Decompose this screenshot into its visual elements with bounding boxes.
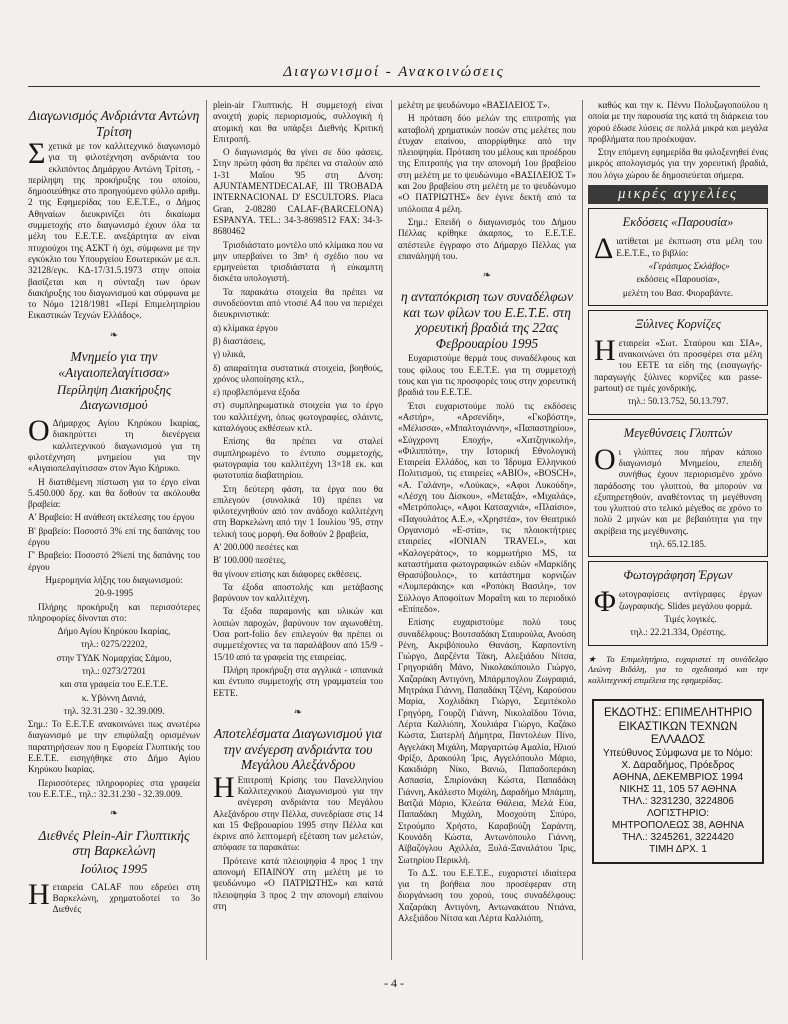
paragraph: Στην επόμενη εφημερίδα θα φιλοξενηθεί ένας μικρός απολογισμός για την χορευτική βραδιά, που λόγω χώρου δε δημοσιεύεται σήμερα. — [588, 147, 768, 180]
imprint-box — [592, 699, 764, 864]
list-item: ε) προβλεπόμενα έξοδα — [213, 387, 300, 398]
article-subtitle-aigaio: Περίληψη Διακήρυξης Διαγωνισμού — [56, 382, 172, 413]
paragraph: Τα έξοδα παραμονής και υλικών και λοιπών παροχών, βαρύνουν τον αγωνοθέτη. Όσα port-folio δεν επιλεγούν θα πρέπει οι συμμετέχοντες να τα παραλάβουν από 15/9 - 15/10 από τα γραφεία της εταιρείας. — [213, 606, 383, 662]
paragraph: Πλήρης προκήρυξη και περισσότερες πληροφορίες δίνονται στο: — [28, 601, 200, 623]
contact-line: τηλ.: 0273/27201 — [82, 665, 146, 676]
header-rule — [28, 86, 760, 87]
paragraph: Έτσι ευχαριστούμε πολύ τις εκδόσεις «Αστήρ», «Αρσενίδη», «Γκοβόστη», «Μέλισσα», «Μπαλτογιάννη», «Παπαστηρίου», «Σύγχρονη Εποχή», «Χατζηνικολή», «Φιλιππότη», την Ιστορική Εθνολογική Εταιρεία Ελλάδος, και το Ίδρυμα Ελληνικού Πολιτισμού, τις εταιρείες «ΑΒΙΟ», «ΒΟSCH», «Α. Γαλάνη», «Λούκας», «Αφοι Λυκούδη», «Λέσχη του Δίσκου», «Μεταξά», «Μιχαλάς», «Μετρόπολις», «Αφοι Κατσαχνιά», «Πλαίσιο», «Παγουλάτος Α.Ε.», «Χρηστέα», τον Θεατρικό Οργανισμό «Ε-στία», τις πλοιοκτήτριες εταιρείες «ΙΟΝΙΑΝ TRAVEL», και «Καλογεράτος», το κομμωτήριο MS, τα καταστήματα φωτογραφικών ειδών «Μαρκίδης Θρασύβουλος», το κατάστημα κορνιζών «Λυμπεράκης» και «Ροπόκη Βασιλη», τον Σύλλογο Αποφοίτων Μοραΐτη και το περιοδικό «Επίπεδο». — [398, 400, 576, 614]
classified-ad — [588, 208, 768, 305]
classified-ad — [588, 561, 768, 645]
column-3 — [398, 100, 576, 960]
article-text: Επιτροπή Κρίσης του Πανελληνίου Καλλιτεχνικού Διαγωνισμού για την ανέγερση ανδριάντα του Μεγάλου Αλεξάνδρου στην Πέλλα, συνεδρίασε στις 14 και 15 Φεβρουαρίου 1995 στην Πέλλα και έκρινε από λεπτομερή εξέταση των μελετών, απόφασε τα παρακάτω: — [213, 774, 383, 853]
article-body-tritsis — [28, 137, 200, 322]
page-number: - 4 - — [384, 976, 404, 990]
ad-text: ωτογραφίσεις αντίγραφες έργων ζωγραφικής. Slides μεγάλου φορμά. — [618, 589, 762, 611]
ad-phone: τηλ.: 22.21.334, Ορέστης. — [630, 627, 726, 638]
ad-body — [594, 442, 762, 537]
running-title: Διαγωνισμοί - Ανακοινώσεις — [283, 64, 505, 80]
ad-phone: τηλ.: 50.13.752, 50.13.797. — [627, 396, 729, 407]
paragraph: Α' Βραβείο: Η ανάθεση εκτέλεσης του έργου — [28, 512, 195, 523]
article-body-barcelona — [28, 877, 200, 916]
contact-line: Δήμο Αγίου Κηρύκου Ικαρίας, — [57, 626, 171, 637]
paragraph: Σημ.: Το Ε.Ε.Τ.Ε ανακοινώνει πως ανωτέρω διαγωνισμό με την επιφύλαξη ορισμένων παρατηρήσεων που η Εφορεία Γλυπτικής του Ε.Ε.Τ.Ε. εισηγήθηκε στο Δήμο Αγίου Κηρύκου Ικαρίας. — [28, 719, 200, 775]
paragraph: Πρότεινε κατά πλειοψηφία 4 προς 1 την απονομή ΕΠΑΙΝΟΥ στη μελέτη με το ψευδώνυμο «Ο ΠΑΤΡΙΩΤΗΣ» και κατά πλειοψηφία 3 προς 2 την απονομή επαίνου στη — [213, 855, 383, 911]
classified-ad — [588, 310, 768, 415]
list-item: στ) συμπληρωματικά στοιχεία για το έργο του καλλιτέχνη, όπως φωτογραφίες, σλάιντς, καταλόγους εκθέσεων κτλ. — [213, 400, 383, 434]
imprint-line: ΤΙΜΗ ΔΡΧ. 1 — [649, 843, 707, 855]
drop-cap: Ο — [594, 442, 616, 476]
drop-cap: Φ — [594, 585, 616, 619]
paragraph: Πλήρη προκήρυξη στα αγγλικά - ισπανικά και έντυπο συμμετοχής στη γραμματεία του ΕΕΤΕ. — [213, 664, 383, 698]
paragraph: Η πρόταση δύο μελών της επιτροπής για καταβολή χρηματικών ποσών στις μελέτες που έτυχαν επαίνου, απορρίφθηκε από την πλειοψηφία. Πρόταση του μέλους και προέδρου της Επιτροπής για την απονομή 1ου βραβείου στη μελέτη με το ψευδώνυμο «ΒΑΣΙΛΕΙΟΣ Τ» και 2ου βραβείου στη μελέτη με το ψευδώνυμο «Ο ΠΑΤΡΙΩΤΗΣ» δεν έγινε δεκτή από τα υπόλοιπα 4 μέλη. — [398, 113, 576, 214]
paragraph: Περισσότερες πληροφορίες στα γραφεία του Ε.Ε.Τ.Ε., τηλ.: 32.31.230 - 32.39.009. — [28, 777, 200, 799]
imprint-line: ΜΗΤΡΟΠΟΛΕΩΣ 38, ΑΘΗΝΑ — [611, 819, 745, 831]
list-item: δ) απαραίτητα συστατικά στοιχεία, βοηθούς, χρόνος υλοποίησης κτλ., — [213, 362, 383, 384]
drop-cap: Δ — [594, 232, 614, 266]
deadline: 20-9-1995 — [94, 588, 134, 599]
column-4 — [588, 100, 768, 960]
paragraph: Ευχαριστούμε θερμά τους συναδέλφους και τους φίλους του Ε.Ε.Τ.Ε. για τη συμμετοχή τους και για τις προσφορές τους στην χορευτική βραδιά του Ε.Ε.Τ.Ε. — [398, 353, 576, 398]
ornament-icon: ❧ — [293, 706, 303, 718]
imprint-line: ΕΛΛΑΔΟΣ — [650, 734, 706, 746]
paragraph: Η διατιθέμενη πίστωση για το έργο είναι 5.450.000 δρχ. και θα δοθούν τα ακόλουθα βραβεία: — [28, 476, 200, 510]
list-item: α) κλίμακα έργου — [213, 322, 278, 333]
paragraph: Β' βραβείο: Ποσοστό 3% επί της δαπάνης του έργου — [28, 525, 200, 548]
imprint-line: ΤΗΛ.: 3231230, 3224806 — [622, 795, 734, 807]
imprint-line: ΑΘΗΝΑ, ΔΕΚΕΜΒΡΙΟΣ 1994 — [612, 771, 744, 783]
imprint-line: Υπεύθυνος Σύμφωνα με το Νόμο: — [603, 747, 753, 759]
ad-line: μελέτη του Βασ. Φιοραβάντε. — [622, 287, 734, 298]
column-divider — [206, 100, 207, 960]
imprint-line: ΝΙΚΗΣ 11, 105 57 ΑΘΗΝΑ — [619, 783, 737, 795]
ornament-icon: ❧ — [109, 329, 119, 341]
drop-cap: Η — [28, 877, 50, 911]
paragraph: Γ' Βραβείο: Ποσοστό 2%επί της δαπάνης του έργου — [28, 550, 200, 572]
paragraph: Τα έξοδα αποστολής και μετάβασης βαρύνουν τον καλλιτέχνη. — [213, 581, 383, 604]
ad-title: Φωτογράφηση Έργων — [623, 568, 733, 583]
paragraph: Ημερομηνία λήξης του διαγωνισμού: — [45, 574, 183, 585]
article-text: Δήμαρχος Αγίου Κηρύκου Ικαρίας, διακηρύττει τη διενέργεια καλλιτεχνικού διαγωνισμού για τη φιλοτέχνηση μνημείου για την «Αιγαιοπελαγίτισσα» στον Άγιο Κήρυκο. — [28, 418, 200, 474]
paragraph: Επίσης θα πρέπει να σταλεί συμπληρωμένο το έντυπο συμμετοχής, φωτογραφία του καλλιτέχνη 13×18 εκ. και φωτοτυπία διαβατηρίου. — [213, 436, 383, 481]
ad-body — [594, 333, 762, 394]
classifieds-banner: μικρές αγγελίες — [588, 185, 768, 204]
imprint-line: ΕΚΔΟΤΗΣ: ΕΠΙΜΕΛΗΤΗΡΙΟ — [603, 707, 753, 719]
ad-title: Μεγεθύνσεις Γλυπτών — [623, 425, 733, 440]
imprint-line: ΕΙΚΑΣΤΙΚΩΝ ΤΕΧΝΩΝ — [618, 720, 738, 733]
article-text: εταιρεία CALAF που εδρεύει στη Βαρκελώνη, χρηματοδοτεί το 3ο Διεθνές — [52, 881, 200, 915]
ad-text: εταιρεία «Σωτ. Σταύρου και ΣΙΑ», ανακοινώνει ότι προσφέρει στα μέλη του ΕΕΤΕ τα είδη της (εισαγωγής-παραγωγής ξύλινες κορνίζες και passe-partout) σε τιμές χονδρικής. — [594, 337, 762, 394]
column-divider — [582, 100, 583, 960]
paragraph: Σημ.: Επειδή ο διαγωνισμός του Δήμου Πέλλας κρίθηκε άκαρπος, το Ε.Ε.Τ.Ε. απέστειλε έγγραφο στο Δήμαρχο Πέλλας για επανάληψή του. — [398, 216, 576, 261]
paragraph: καθώς και την κ. Πέννυ Πολυζωγοπούλου η οποία με την παρουσία της κατά τη διάρκεια του χορού έδωσε λύσεις σε πολλά μικρά και μεγάλα προβλήματα που προέκυψαν. — [588, 100, 768, 144]
ad-text: ι γλύπτες που πήραν κάποιο διαγωνισμό Μνημείου, επειδή συνήθως έχουν περιορισμένο χρόνο παράδοσης του γλυπτού, θα μπορούν να εξυπηρετηθούν, αναθέτοντας τη μεγέθυνση του γλυπτού στο τελικό μέγεθος σε χρόνο το πολύ 2 μηνών και με βεβαιότητα για την ακρίβεια της μεγέθυνσης. — [594, 446, 762, 536]
column-divider — [391, 100, 392, 960]
ad-line: Τιμές λογικές. — [664, 613, 717, 624]
article-title-alexandros: Αποτελέσματα Διαγωνισμού για την ανέγερση ανδριάντα του Μεγάλου Αλεξάνδρου — [214, 726, 382, 773]
imprint-line: Χ. Δαραδήμος, Πρόεδρος — [621, 759, 735, 771]
acknowledgement-note: ★ Το Επιμελητήριο, ευχαριστεί τη συνάδελφο Λεώνη Βιδάλη, για το σχεδιασμό και την καλλιτεχνική επιμέλεια της εφημερίδας. — [588, 653, 768, 685]
article-subtitle-barcelona: Ιούλιος 1995 — [80, 860, 148, 876]
imprint-line: ΤΗΛ.: 3245261, 3224420 — [622, 831, 734, 843]
article-title-barcelona: Διεθνές Plein-Air Γλυπτικής στη Βαρκελώνη — [38, 827, 190, 859]
paragraph: Τα παρακάτω στοιχεία θα πρέπει να συνοδεύονται από ντοσιέ Α4 που να περιέχει διευκρινιστικά: — [213, 286, 383, 320]
contact-line: κ. Υβόννη Δανιά, — [81, 692, 147, 703]
ad-text: ιατίθεται με έκπτωση στα μέλη του Ε.Ε.Τ.Ε., το βιβλίο: — [616, 236, 762, 258]
ad-line: «Γεράσιμος Σκλάβος» — [648, 260, 730, 271]
ad-title: Ξύλινες Κορνίζες — [635, 316, 721, 331]
paragraph: Ο διαγωνισμός θα γίνει σε δύο φάσεις. Στην πρώτη φάση θα πρέπει να σταλούν από 1-31 Μαΐου '95 στη Δ/νση: AJUNTAMENTDECALAF, III TROBADA INTERNACIONAL D' ESCULTORS. Placa Gran, 2-08280 CALAF-(BARCELONA) ESPANYA. ΤΕL.: 34-3-8698512 FAX: 34-3-8680462 — [213, 147, 383, 237]
drop-cap: Η — [594, 333, 616, 367]
ad-line: εκδόσεις «Παρουσία», — [636, 274, 720, 285]
column-1 — [28, 100, 200, 960]
article-title-dance-night: η ανταπόκριση των συναδέλφων και των φίλων του Ε.Ε.Τ.Ε. στη χορευτική βραδιά της 22ας Φεβρουαρίου 1995 — [400, 289, 574, 351]
article-title-aigaio: Μνημείο για την «Αιγαιοπελαγίτισσα» — [58, 349, 170, 380]
article-body-alexandros — [213, 770, 383, 854]
paragraph: Β' 100.000 πεσέτες, — [213, 555, 287, 566]
ad-title: Εκδόσεις «Παρουσία» — [622, 215, 734, 230]
paragraph: θα γίνουν επίσης και διάφορες εκθέσεις. — [213, 568, 362, 579]
contact-line: στην ΤΥΔΚ Νομαρχίας Σάμου, — [56, 652, 172, 663]
paragraph: plein-air Γλυπτικής. Η συμμετοχή είναι ανοιχτή χωρίς περιορισμούς, συλλογική ή ατομική και θα υπάρξει Διεθνής Κριτική Επιτροπή. — [213, 100, 383, 144]
article-text: χετικά με τον καλλιτεχνικό διαγωνισμό για τη φιλοτέχνηση ανδριάντα του εκλιπόντος Δημάρχου Αντώνη Τρίτση, - περίληψη της προκήρυξης του οποίου, δημοσιεύθηκε στο προηγούμενο φύλλο αριθμ. 2 της Εφημερίδας του Ε.Ε.Τ.Ε., ο Δήμος Αθηναίων διευκρινίζει ότι δικαίωμα συμμετοχής στο διαγωνισμό έχουν όλα τα μέλη του Ε.Ε.Τ.Ε. ανεξάρτητα αν είναι πτυχιούχοι της ΑΣΚΤ ή όχι, σύμφωνα με την εγκύκλιο του Υπουργείου Εσωτερικών με α.π. 32128/εγκ. ΚΔ-17/31.5.1973 στην οποία βασίζεται και η σύνταξη των όρων διακήρυξης του διαγωνισμού και σύμφωνα με το Νόμο 1218/1981 «Περί Επιμελητηρίου Εικαστικών Τεχνών Ελλάδος». — [28, 141, 200, 321]
ad-phone: τηλ. 65.12.185. — [649, 539, 707, 550]
paragraph: Τρισδιάστατο μοντέλο υπό κλίμακα που να μην υπερβαίνει το 3m³ ή σχέδιο που να ερμηνεύεται τρισδιάστατα ή εύκαμπτη δισκέτα υπολογιστή. — [213, 239, 383, 284]
contact-line: και στα γραφεία του Ε.Ε.Τ.Ε. — [59, 679, 169, 690]
paragraph: Α' 200.000 πεσέτες και — [213, 541, 299, 552]
column-2 — [213, 100, 383, 960]
drop-cap: Ο — [28, 414, 50, 448]
paragraph: μελέτη με ψευδώνυμο «ΒΑΣΙΛΕΙΟΣ Τ». — [398, 100, 550, 110]
classified-ad — [588, 419, 768, 558]
contact-line: τηλ. 32.31.230 - 32.39.009. — [63, 705, 165, 716]
list-item: β) διαστάσεις, — [213, 335, 266, 346]
list-item: γ) υλικά, — [213, 349, 246, 360]
paragraph: Στη δεύτερη φάση, τα έργα που θα επιλεγούν (συνολικά 10) πρέπει να φιλοτεχνηθούν από τον ανάδοχο καλλιτέχνη στη Βαρκελώνη από την 1 Ιουλίου '95, στην τελική τους μορφή. Θα δοθούν 2 βραβεία, — [213, 483, 383, 539]
article-title-tritsis: Διαγωνισμός Ανδριάντα Αντώνη Τρίτση — [28, 108, 200, 139]
ornament-icon: ❧ — [482, 270, 492, 282]
paragraph: Επίσης ευχαριστούμε πολύ τους συναδέλφους: Βουτσαδάκη Σταυρούλα, Ανούση Ρένη, Ακριβόπουλο Θανάση, Καρποντίνη Γιώργο, Δαρζέντα Τάκη, Αλεξιάδου Νίτσα, Γρηγοριάδη Μάνο, Νικολακόπουλο Γιώργο, Χαζαράκη Αντιγόνη, Μπάρμπογλου Ζωγραφιά, Μητράκα Γιάννη, Παπαδάκη Τζένη, Καρούσου Μαρία, Χοχλιδάκη Γιώργο, Σεμιτέκολο Γρηγόρη, Γουρζή Γιάννη, Νικολαΐδου Τόνια, Λέρτα Καλλιόπη, Χουλιάρα Γιώργο, Καζάκο Κώστα, Σιατερλή Δήμητρα, Παντολέων Πίνο, Αγγελάκη Μιχάλη, Μαργαριτώφ Αμαλία, Ηλιού Φρίξο, Δρακούλη Ίρις, Αγγελόπουλο Μάριο, Κακιδιάρη Νίκο, Βανιώ, Παπαδοπεράκη Ασπασία, Σπιρίονάκη Κώστα, Παπαδάκη Γιάννη, Ακάλεστο Μιχάλη, Δαραδήμο Μπάμπη, Βατζιά Μάριο, Κλεώτα Θάλεια, Μελά Εύα, Παπαδάκη Μιχάλη, Μοσχούτη Σπύρο, Στρούμπο Χρήστο, Καραβούζη Σαράντη, Κουνάδη Κώστα, Αντωνόπουλο Γιάννη, Αϊβαζόγλου Αχιλλέα, Ξυλά-Ξαναλάτου Ίρις, Σωτηρίου Περικλή. — [398, 617, 576, 865]
paragraph: Το Δ.Σ. του Ε.Ε.Τ.Ε., ευχαριστεί ιδιαίτερα για τη βοήθεια που προσέφεραν στη διοργάνωση του χορού, τους συναδέλφους: Χαζαράκη Αντιγόνη, Αντωνακάτου Ντιάνα, Αλεξιάδου Νίτσα και Λέρτα Καλλιόπη, — [398, 867, 576, 923]
article-body-aigaio — [28, 414, 200, 474]
drop-cap: Σ — [28, 137, 46, 170]
ornament-icon: ❧ — [109, 808, 119, 820]
imprint-line: ΛΟΓΙΣΤΗΡΙΟ: — [646, 807, 710, 819]
contact-line: τηλ.: 0275/22202, — [80, 639, 148, 650]
drop-cap: Η — [213, 770, 235, 804]
